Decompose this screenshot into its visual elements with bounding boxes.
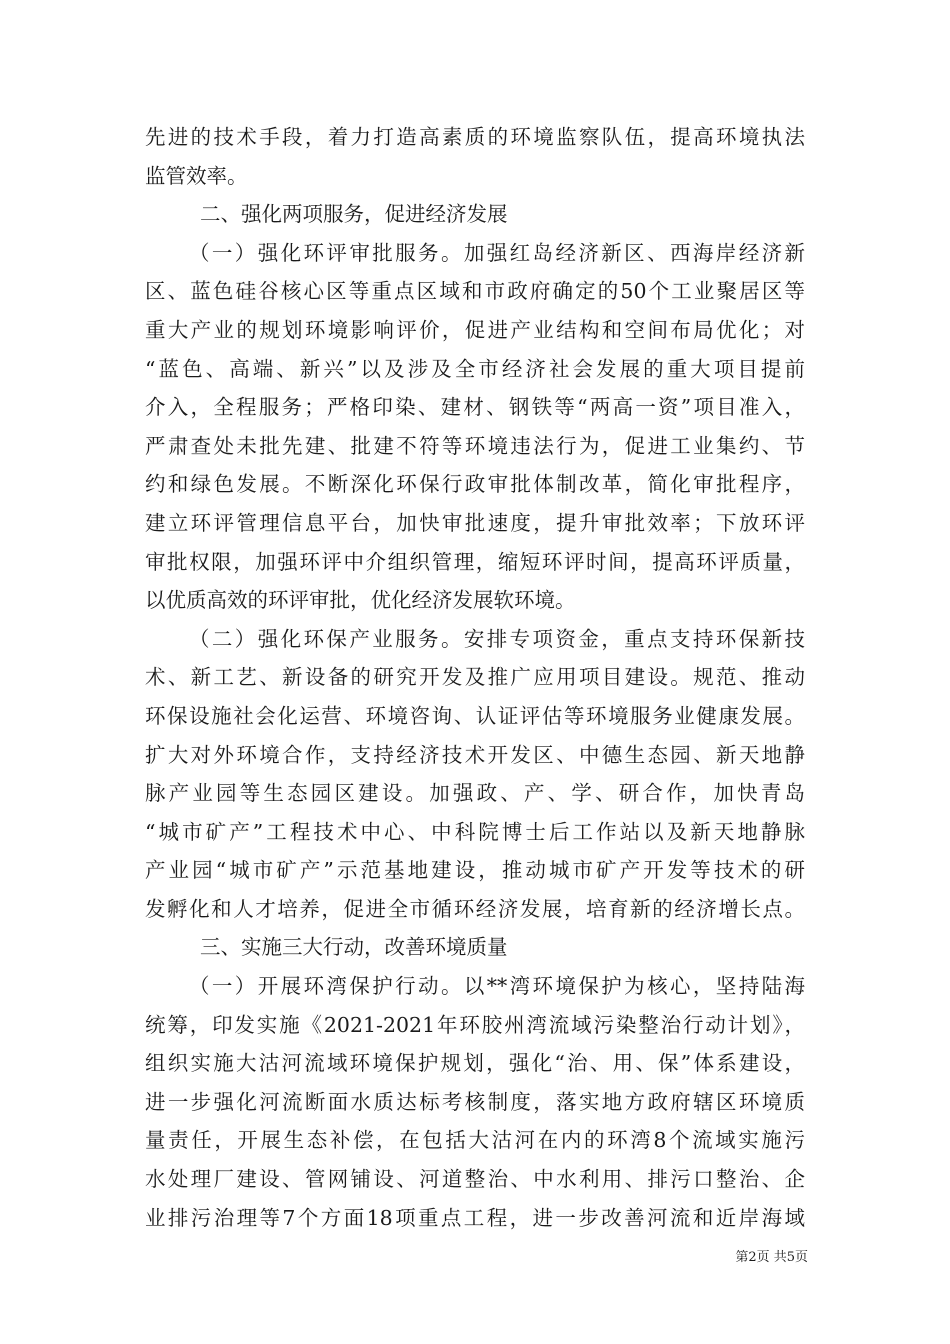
text-line: 区、蓝色硅谷核心区等重点区域和市政府确定的50个工业聚居区等 xyxy=(145,279,805,304)
text-line: 进一步强化河流断面水质达标考核制度，落实地方政府辖区环境质 xyxy=(145,1089,805,1114)
text-line: 介入，全程服务；严格印染、建材、钢铁等“两高一资”项目准入， xyxy=(145,395,805,420)
paragraph-first-line: （一）强化环评审批服务。加强红岛经济新区、西海岸经济新 xyxy=(189,240,805,265)
text-line: 审批权限，加强环评中介组织管理，缩短环评时间，提高环评质量， xyxy=(145,549,805,574)
text-line: “城市矿产”工程技术中心、中科院博士后工作站以及新天地静脉 xyxy=(145,819,805,844)
text-line: 发孵化和人才培养，促进全市循环经济发展，培育新的经济增长点。 xyxy=(145,896,805,921)
section-heading: 二、强化两项服务，促进经济发展 xyxy=(200,202,508,227)
text-line: 术、新工艺、新设备的研究开发及推广应用项目建设。规范、推动 xyxy=(145,665,805,690)
text-line: 统筹，印发实施《2021-2021年环胶州湾流域污染整治行动计划》， xyxy=(145,1012,805,1037)
paragraph-first-line: （二）强化环保产业服务。安排专项资金，重点支持环保新技 xyxy=(189,626,805,651)
text-line: 建立环评管理信息平台，加快审批速度，提升审批效率；下放环评 xyxy=(145,510,805,535)
text-line: 扩大对外环境合作，支持经济技术开发区、中德生态园、新天地静 xyxy=(145,742,805,767)
text-line: 严肃查处未批先建、批建不符等环境违法行为，促进工业集约、节 xyxy=(145,433,805,458)
text-line: 先进的技术手段，着力打造高素质的环境监察队伍，提高环境执法 xyxy=(145,125,805,149)
text-line: 环保设施社会化运营、环境咨询、认证评估等环境服务业健康发展。 xyxy=(145,703,805,728)
text-line: 约和绿色发展。不断深化环保行政审批体制改革，简化审批程序， xyxy=(145,472,805,497)
text-line: 重大产业的规划环境影响评价，促进产业结构和空间布局优化；对 xyxy=(145,317,805,342)
text-line: 产业园“城市矿产”示范基地建设，推动城市矿产开发等技术的研 xyxy=(145,858,805,883)
section-heading: 三、实施三大行动，改善环境质量 xyxy=(200,935,508,960)
paragraph-first-line: （一）开展环湾保护行动。以**湾环境保护为核心，坚持陆海 xyxy=(189,974,805,999)
text-line: 以优质高效的环评审批，优化经济发展软环境。 xyxy=(145,588,576,613)
text-line: 水处理厂建设、管网铺设、河道整治、中水利用、排污口整治、企 xyxy=(145,1167,805,1192)
text-line: 脉产业园等生态园区建设。加强政、产、学、研合作，加快青岛 xyxy=(145,781,805,806)
text-line: 量责任，开展生态补偿，在包括大沽河在内的环湾8个流域实施污 xyxy=(145,1128,805,1153)
text-line: 监管效率。 xyxy=(145,163,248,188)
text-line: “蓝色、高端、新兴”以及涉及全市经济社会发展的重大项目提前 xyxy=(145,356,805,381)
page-footer xyxy=(0,1246,950,1265)
text-line: 业排污治理等7个方面18项重点工程，进一步改善河流和近岸海域 xyxy=(145,1205,805,1230)
text-line: 组织实施大沽河流域环境保护规划，强化“治、用、保”体系建设， xyxy=(145,1051,805,1076)
document-body xyxy=(145,118,805,1237)
page-indicator: 第2页 共5页 xyxy=(735,1250,808,1265)
